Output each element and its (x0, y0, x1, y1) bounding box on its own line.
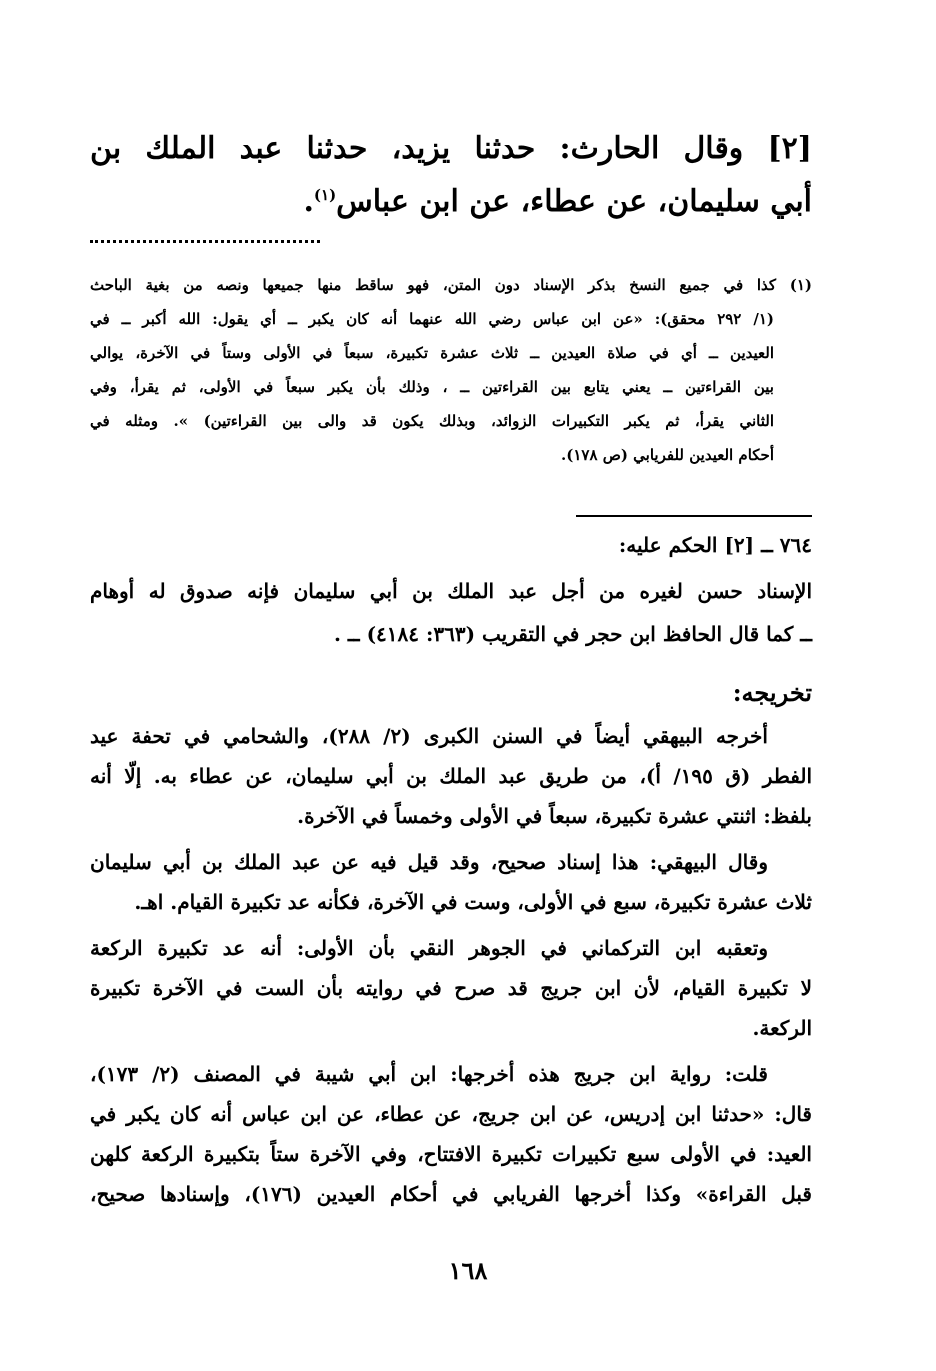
body-line: وتعقبه ابن التركماني في الجوهر النقي بأن الأولى: أنه عد تكبيرة الركعة (90, 936, 768, 960)
footnote-marker: (١) (313, 186, 337, 204)
section-separator (576, 515, 812, 517)
footnote-number: (١) (789, 276, 812, 294)
takhrij-heading: تخريجه: (732, 678, 812, 707)
body-line: قلت: رواية ابن جريج هذه أخرجها: ابن أبي شيبة في المصنف (٢/ ١٧٣)، (90, 1062, 768, 1086)
body-line: ثلاث عشرة تكبيرة، سبع في الأولى، وست في الآخرة، فكأنه عد تكبيرة القيام. اهـ. (134, 890, 812, 914)
footnote-line: (١/ ٢٩٢ محقق): «عن ابن عباس رضي الله عنهما أنه كان يكبر ــ أي يقول: الله أكبر ــ في (90, 310, 774, 328)
takhrij-paragraph (90, 1054, 812, 1214)
hadith-line-2-text: أبي سليمان، عن عطاء، عن ابن عباس (336, 184, 812, 219)
ruling-heading: ٧٦٤ ــ [٢] الحكم عليه: (618, 533, 812, 557)
body-line: بلفظ: اثنتي عشرة تكبيرة، سبعاً في الأولى وخمساً في الآخرة. (297, 804, 812, 828)
footnote-line: العيدين ــ أي في صلاة العيدين ــ ثلاث عشرة تكبيرة، سبعاً في الأولى وستاً في الآخرة، يوالي (90, 344, 774, 362)
hadith-end: . (303, 184, 314, 219)
footnote-line: بين القراءتين ــ يعني يتابع بين القراءتين ــ ، وذلك بأن يكبر سبعاً في الأولى، ثم يقرأ، وفي (90, 378, 774, 396)
takhrij-paragraph (90, 716, 812, 836)
ruling-line: الإسناد حسن لغيره من أجل عبد الملك بن أبي سليمان فإنه صدوق له أوهام (90, 579, 812, 603)
body-line: الفطر (ق ١٩٥/ أ)، من طريق عبد الملك بن أبي سليمان، عن عطاء به. إلّا أنه (90, 764, 812, 788)
body-line: لا تكبيرة القيام، لأن ابن جريج قد صرح في روايته بأن الست في الآخرة تكبيرة (90, 976, 812, 1000)
hadith-line-1: [٢] وقال الحارث: حدثنا يزيد، حدثنا عبد الملك بن (90, 131, 812, 166)
body-line: الركعة. (752, 1016, 812, 1040)
hadith-line-2 (90, 175, 812, 228)
hadith-text (90, 122, 812, 228)
page-number: ١٦٨ (448, 1256, 488, 1285)
takhrij-paragraph (90, 842, 812, 922)
footnote-line: الثاني يقرأ، ثم يكبر التكبيرات الزوائد، وبذلك يكون قد والى بين القراءتين) ». ومثله في (90, 412, 774, 430)
body-line: قال: «حدثنا ابن إدريس، عن ابن جريج، عن عطاء، عن ابن عباس أنه كان يكبر في (90, 1102, 812, 1126)
footnote-line: أحكام العيدين للفريابي (ص ١٧٨). (561, 446, 774, 464)
ruling-text (90, 570, 812, 656)
takhrij-body (90, 716, 812, 1220)
body-line: العيد: في الأولى سبع تكبيرات تكبيرة الافتتاح، وفي الآخرة ستاً بتكبيرة الركعة كلهن (90, 1142, 812, 1166)
body-line: قبل القراءة» وكذا أخرجها الفريابي في أحكام العيدين (١٧٦)، وإسنادها صحيح، (90, 1182, 812, 1206)
footnote (90, 268, 812, 472)
footnote-line: (١) كذا في جميع النسخ بذكر الإسناد دون المتن، فهو ساقط منها جميعها ونصه من بغية الباحث (90, 276, 812, 294)
takhrij-paragraph (90, 928, 812, 1048)
body-line: وقال البيهقي: هذا إسناد صحيح، وقد قيل فيه عن عبد الملك بن أبي سليمان (90, 850, 768, 874)
body-line: أخرجه البيهقي أيضاً في السنن الكبرى (٢/ ٢٨٨)، والشحامي في تحفة عيد (90, 724, 768, 748)
footnote-separator (90, 240, 320, 243)
ruling-line: ــ كما قال الحافظ ابن حجر في التقريب (٣٦٣: ٤١٨٤) ــ . (333, 622, 812, 646)
